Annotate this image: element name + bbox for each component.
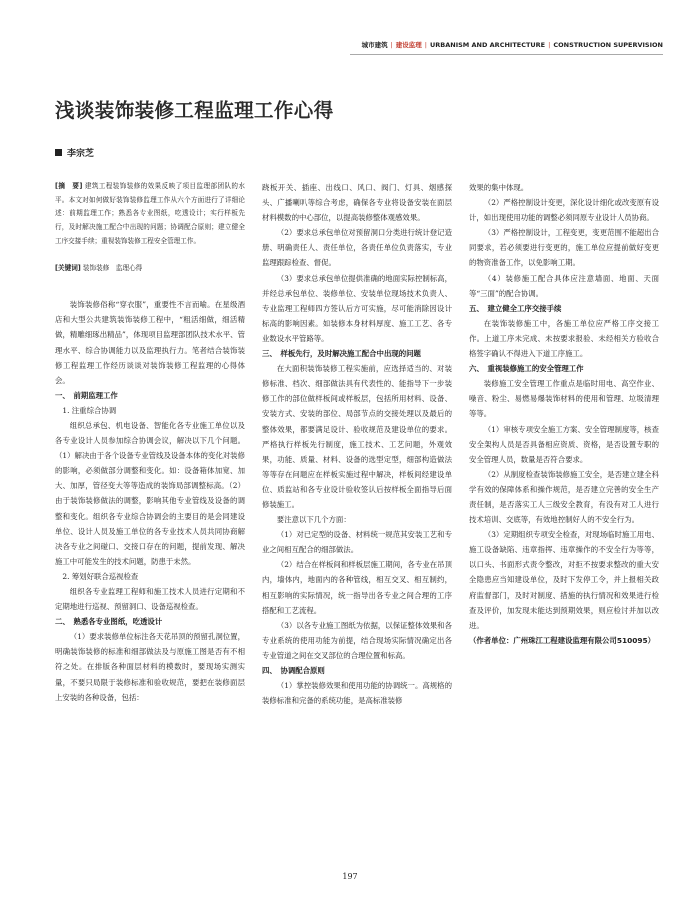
header-section: 建设监理 [395, 41, 422, 49]
paragraph: （1）对已定型的设备、材料统一规范其安装工艺和专业之间相互配合的细部做法。 [262, 530, 452, 555]
section-heading-3: 三、 样板先行，及时解决施工配合中出现的问题 [262, 349, 421, 359]
column-1 [55, 180, 245, 705]
paragraph: （2）从制度检查装饰装修施工安全，是否建立建全科学有效的保障体系和操作规范，是否建立完善的安全生产责任制，是否落实工人三级安全教育，有没有对工人进行技术培训、交底等，有效地控制好人的不安全行为。 [469, 469, 659, 525]
header-english-journal: URBANISM AND ARCHITECTURE [429, 40, 546, 49]
section-heading-4: 四、 协调配合原则 [262, 666, 325, 675]
paragraph: 在大面积装饰装修工程实施前，应选择适当的、对装修标准、档次、细部做法具有代表性的、能指导下一步装修工作的部位做样板间或样板层，包括所用材料、设备、安装方式、安装的部位、局部节点的交接处理以及最后的整体效果，都要满足设计、验收规范及建设单位的要求。严格执行样板先行制度，施工技术、工艺问题，外观效果，功能、质量、材料、设备的选型定型，细部构造做法等等存在问题应在样板实施过程中解决，样板间经建设单位、质监站和各专业设计验收签认后按样板全面指导后面修装施工。 [262, 364, 452, 509]
paragraph: （2）严格控制设计变更，深化设计细化或改变原有设计，如出现使用功能的调整必须同原专业设计人员协商。 [469, 198, 659, 223]
author-name: 李宗芝 [67, 149, 95, 159]
running-header [333, 40, 663, 49]
square-bullet-icon [55, 149, 62, 156]
subsection-heading-1-1: 1. 注重综合协调 [62, 405, 117, 415]
section-heading-1: 一、 前期监理工作 [55, 390, 118, 400]
intro-paragraph: 装饰装修俗称“穿衣服”，重要性不言而喻。在星级酒店和大型公共建筑装饰装修工程中，“粗活细做，细活精做，精雕细琢出精品”，体现项目监理部团队技术水平、管理水平、综合协调能力以及监理执行力。笔者结合装饰装修工程监理工作经历谈谈对装饰装修工程监理的心得体会。 [55, 300, 245, 385]
paragraph: 组织各专业监理工程师和施工技术人员进行定期和不定期地进行巡视、预留洞口、设备巡视检查。 [55, 587, 245, 612]
paragraph: （4）装修施工配合具体应注意墙面、地面、天面等“三面”的配合协调。 [469, 273, 659, 298]
paragraph: 装修施工安全管理工作重点是临时用电、高空作业、噪音、粉尘、易燃易爆装饰材料的使用和管理、垃圾清理等等。 [469, 379, 659, 419]
column-2 [262, 180, 452, 708]
keywords-label: [关键词] [55, 263, 81, 272]
paragraph: 组织总承包、机电设备、智能化各专业施工单位以及各专业设计人员参加综合协调会议，解决以下几个问题。（1）解决由于各个设备专业管线及设备本体的变化对装修的影响，必须做部分调整和变化。如：设备箱体加宽、加大、加厚，管径变大等等造成的装饰局部调整标高。（2）由于装饰装修做法的调整，影响其他专业管线及设备的调整和变化。组织各专业综合协调会的主要目的是会同建设单位、设计人员及施工单位的各专业技术人员共同协商解决各专业之间碰口、交接口存在的问题，提前发现、解决施工中可能发生的技术问题，防患于未然。 [55, 420, 245, 566]
section-heading-5: 五、 建立健全工序交接手续 [469, 303, 562, 313]
column-3 [469, 180, 659, 648]
abstract-text: 建筑工程装饰装修的效果反映了项目监理部团队的水平。本文对如何做好装饰装修监理工作从六个方面进行了详细论述：前期监理工作；熟悉各专业图纸，吃透设计；实行样板先行，及时解决施工配合中出现的问题；协调配合原则；建立健全工序交接手续；重视装饰装修工程安全管理工作。 [55, 182, 245, 245]
abstract-label: [摘 要] [55, 182, 83, 190]
header-english-section: CONSTRUCTION SUPERVISION [553, 40, 663, 49]
paragraph: （1）审核专项安全施工方案、安全管理制度等，核查安全架构人员是否具备相应资质、资格，是否设置专职的安全管理人员，数量是否符合要求。 [469, 424, 659, 464]
paragraph: 跷板开关、插座、出线口、风口、阀门、灯具、烟感探头、广播喇叭等综合考虑，确保各专业将设备安装在面层材料模数的中心部位，以提高装修整体观感效果。 [262, 183, 452, 223]
subsection-heading-1-2: 2. 筹划好联合巡视检查 [62, 571, 139, 581]
paragraph: （2）要求总承包单位对预留洞口分类进行统计登记造册、明确责任人、责任单位，各责任单位负责落实，专业监理跟踪检查、督促。 [262, 228, 452, 268]
header-sep-2: | [424, 40, 427, 49]
header-journal: 城市建筑 [361, 41, 388, 49]
paragraph: （3）以各专业施工图纸为依据，以保证整体效果和各专业系统的使用功能为前提，结合现场实际情况确定出各专业管道之间在交叉部位的合理位置和标高。 [262, 620, 452, 660]
keywords-text: 装饰装修 监理心得 [80, 263, 143, 272]
header-sep-1: | [390, 40, 393, 49]
header-rule [350, 54, 663, 55]
page-number: 197 [342, 872, 358, 881]
header-sep-3: | [548, 40, 551, 49]
paragraph: （1）掌控装修效果和使用功能的协调统一。高规格的装修标准和完备的系统功能，是高标准装修 [262, 681, 452, 706]
paragraph: （3）要求总承包单位提供准确的地面实际控制标高，并经总承包单位、装修单位、安装单位现场技术负责人、专业监理工程师四方签认后方可实施，尽可能消除因设计标高的影响因素。如装修本身材料厚度、施工工艺、各专业数设水平管路等。 [262, 273, 452, 343]
article-title: 浅谈装饰装修工程监理工作心得 [55, 99, 334, 122]
paragraph: （3）严格控制设计，工程变更，变更范围不能超出合同要求，若必须要进行变更的，施工单位应提前做好变更的物资准备工作，以免影响工期。 [469, 228, 659, 268]
paragraph: （1）要求装修单位标注各天花吊顶的预留孔洞位置，明确装饰装修的标准和细部做法及与原施工图是否有不相符之处。在排版各种面层材料的模数时，要现场实测实量，不要只局限于装修标准和验收规范，要把在装修面层上安装的各种设备，包括： [55, 632, 245, 702]
author-line [55, 146, 94, 159]
paragraph: （3）定期组织专项安全检查，对现场临时施工用电、施工设备缺陷、违章指挥、违章操作的不安全行为等等，以口头、书面形式责令整改，对拒不按要求整改的重大安全隐患应当知建设单位，及时下发停工令，并上报相关政府监督部门，及时对制度、措施的执行情况和效果进行检查及评价，加发现未能达到预期效果，则应检讨并加以改进。 [469, 530, 659, 630]
abstract [55, 180, 245, 249]
section-heading-2: 二、 熟悉各专业图纸，吃透设计 [55, 617, 163, 627]
keywords [55, 262, 245, 276]
paragraph: 要注意以下几个方面： [276, 515, 351, 525]
paragraph: 效果的集中体现。 [469, 183, 529, 192]
paragraph: （2）结合在样板间和样板层施工期间，各专业在吊顶内，墙体内，地面内的各种管线，相互交叉、相互制约，相互影响的实际情况，统一指导出各专业之间合理的工序搭配和工艺流程。 [262, 560, 452, 615]
section-heading-6: 六、 重视装修施工的安全管理工作 [469, 364, 584, 374]
author-affiliation: （作者单位：广州珠江工程建设监理有限公司510095） [469, 635, 656, 645]
paragraph: 在装饰装修施工中，各施工单位应严格工序交接工作。上道工序未完成、未按要求报验、未经相关方验收合格签字确认不得进入下道工序施工。 [469, 318, 659, 359]
